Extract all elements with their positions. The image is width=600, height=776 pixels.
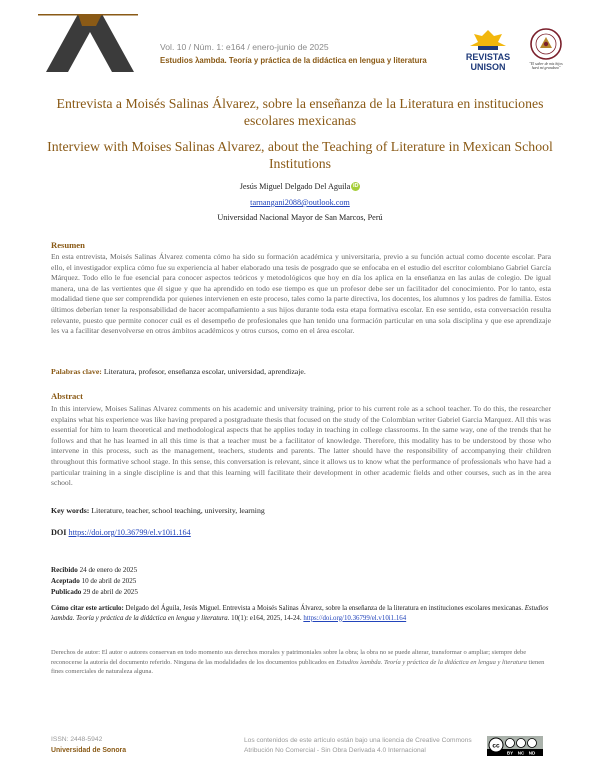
title-english: Interview with Moises Salinas Alvarez, about the Teaching of Literature in Mexican School Institutions bbox=[47, 139, 553, 171]
seal-caption-line-2: hará mi grandeza" bbox=[531, 66, 561, 71]
orcid-icon[interactable]: iD bbox=[353, 183, 359, 189]
date-received bbox=[51, 565, 138, 576]
keywords-en-values: Literature, teacher, school teaching, university, learning bbox=[91, 506, 265, 515]
citation-doi-link[interactable]: https://doi.org/10.36799/el.v10i1.164 bbox=[303, 614, 407, 622]
date-label: Recibido bbox=[51, 566, 78, 574]
article-dates bbox=[51, 565, 138, 598]
cc-nd-label: ND bbox=[528, 750, 536, 756]
keywords-es bbox=[51, 367, 551, 376]
volume-line: Vol. 10 / Núm. 1: e164 / enero-junio de 2025 bbox=[160, 42, 329, 52]
rights-text: Derechos de autor: El autor o autores conservan en todo momento sus derechos morales y patrimoniales sobre la obra; la obra no se puede alterar, transformar o ampliar; siempre debe reconocerse la autoría del documento referido. Ninguna de las modalidades de los documentos publicados en bbox=[51, 649, 527, 666]
unison-logo-line-2: UNISON bbox=[470, 62, 506, 72]
svg-text:cc: cc bbox=[492, 742, 500, 750]
cc-nc-label: NC bbox=[517, 750, 525, 756]
date-published bbox=[51, 587, 138, 598]
citation-block bbox=[51, 604, 551, 623]
lambda-journal-logo bbox=[38, 14, 138, 72]
date-accepted bbox=[51, 576, 138, 587]
keywords-es-values: Literatura, profesor, enseñanza escolar, universidad, aprendizaje. bbox=[103, 367, 306, 376]
author-line bbox=[40, 182, 560, 191]
journal-header bbox=[0, 0, 600, 80]
university-seal bbox=[524, 28, 568, 76]
doi-label: DOI bbox=[51, 528, 67, 537]
seal-icon bbox=[524, 28, 568, 62]
cc-by-label: BY bbox=[506, 750, 514, 756]
date-label: Publicado bbox=[51, 588, 82, 596]
abstract-heading: Abstract bbox=[51, 391, 83, 401]
abstract-body: In this interview, Moises Salinas Alvarez comments on his academic and university training, prior to his current role as a school teacher. To do this, the researcher explains what his experience was like having prepared a postgraduate thesis that focused on the study of the Colombian writer Gabriel Garcia Marquez. All this was essential for him to learn theoretical and methodological aspects that he applies today in teaching in college classrooms. In the same way, one of the trends that he follows and that he has learned in all this time is that a teacher must be a facilitator of knowledge. Therefore, this modality has to be understood by those who intervene in this process, such as the management, teachers, students and parents. The latter should have the responsibility of accompanying their children throughout this formative school stage. In this sense, this conversation is relevant, since it allows us to know what the performance of professionals who have had a particular training in a single discipline is and that this learning will facilitate their development in other academic fields and other courses, such as in the area school. bbox=[51, 404, 551, 488]
resumen-heading: Resumen bbox=[51, 240, 85, 250]
cc-license-badge[interactable] bbox=[487, 736, 543, 756]
citation-journal: Estudios λambda. Teoría y práctica de la didáctica en lengua y literatura. bbox=[51, 605, 549, 622]
date-value: 10 de abril de 2025 bbox=[81, 577, 137, 585]
resumen-body: En esta entrevista, Moisés Salinas Álvarez comenta cómo ha sido su formación académica y universitaria, previo a su función actual como docente escolar. Para ello, el investigador explica cómo fue su experiencia al haber elaborado una tesis de posgrado que se enfocaba en el estudio del escritor colombiano Gabriel García Márquez. Todo ello le fue esencial para conocer aspectos teóricos y metodológicos que hoy en día los aplica en la enseñanza en las aulas de colegio. De igual manera, una de las vertientes que él sigue y que ha aprendido en todo ese tiempo es que un profesor debe ser un facilitador del conocimiento. Por lo tanto, esta modalidad tiene que ser comprendida por quienes intervienen en este proceso, tales como la parte directiva, los docentes, los alumnos y los padres de familia. Estos últimos deberían tener la responsabilidad de hacer acompañamiento a sus hijos durante toda esta etapa formativa escolar. En ese sentido, esta conversación resulta relevante, puesto que permite conocer cuál es el desempeño de profesionales que han tenido una formación particular en una sola disciplina y que ese aprendizaje les va a facilitar desenvolverse en otros ámbitos académicos y otros cursos, como en el área escolar. bbox=[51, 252, 551, 336]
keywords-es-label: Palabras clave: bbox=[51, 367, 102, 376]
author-affiliation: Universidad Nacional Mayor de San Marcos, Perú bbox=[217, 213, 383, 222]
unison-crest-icon bbox=[460, 28, 516, 52]
doi-line bbox=[51, 528, 191, 537]
date-value: 29 de abril de 2025 bbox=[83, 588, 138, 596]
keywords-en bbox=[51, 506, 551, 515]
rights-text-end: tienen fines comerciales de naturaleza alguna. bbox=[51, 658, 545, 675]
seal-caption-line-1: "El saber de mis hijos bbox=[529, 62, 563, 66]
title-spanish: Entrevista a Moisés Salinas Álvarez, sobre la enseñanza de la Literatura en instituciones escolares mexicanas bbox=[56, 96, 544, 128]
date-label: Aceptado bbox=[51, 577, 80, 585]
date-value: 24 de enero de 2025 bbox=[79, 566, 138, 574]
license-text: Los contenidos de este artículo están bajo una licencia de Creative Commons Atribución No Comercial - Sin Obra Derivada 4.0 Internacional bbox=[244, 737, 472, 754]
doi-link[interactable]: https://doi.org/10.36799/el.v10i1.164 bbox=[68, 528, 191, 537]
author-name: Jesús Miguel Delgado Del Aguila bbox=[239, 182, 351, 191]
citation-authors: Delgado del Águila, Jesús Miguel. Entrevista a Moisés Salinas Álvarez, sobre la enseñanza de la literatura en instituciones escolares mexicanas. bbox=[125, 605, 523, 612]
rights-journal: Estudios λambda. Teoría y práctica de la didáctica en lengua y literatura bbox=[336, 658, 527, 666]
author-email-link[interactable]: tarnangani2088@outlook.com bbox=[250, 198, 350, 207]
citation-label: Cómo citar este artículo: bbox=[51, 605, 124, 612]
revistas-unison-logo bbox=[460, 28, 516, 76]
citation-details: 10(1): e164, 2025, 14-24. bbox=[231, 614, 302, 622]
unison-logo-line-1: REVISTAS bbox=[465, 52, 511, 62]
issn: ISSN: 2448-5942 bbox=[51, 736, 103, 743]
copyright-notice bbox=[51, 648, 551, 677]
keywords-en-label: Key words: bbox=[51, 506, 90, 515]
publisher-university: Universidad de Sonora bbox=[51, 747, 127, 754]
journal-name: Estudios λambda. Teoría y práctica de la didáctica en lengua y literatura bbox=[160, 56, 427, 65]
